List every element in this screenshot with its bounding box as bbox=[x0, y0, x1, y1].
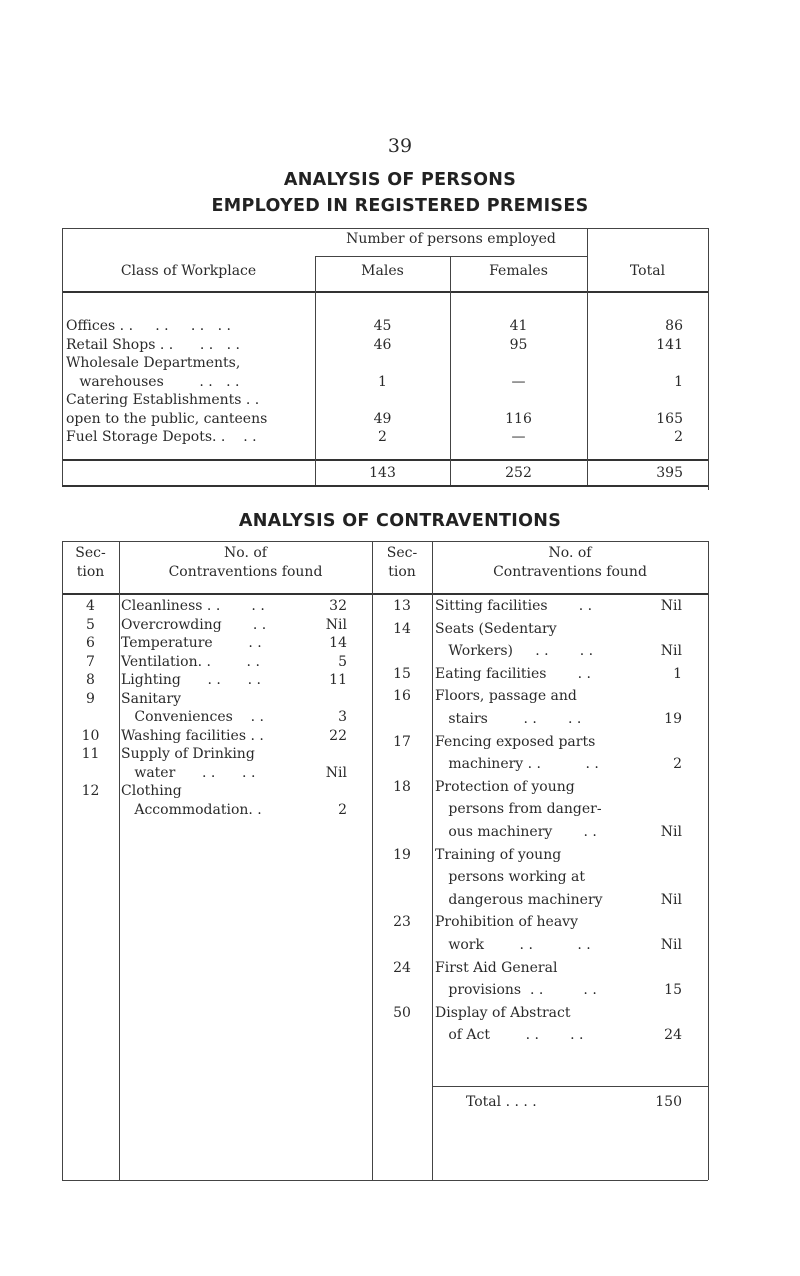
contravention-label: Seats (Sedentary bbox=[435, 620, 557, 637]
table2-divider-3 bbox=[432, 541, 433, 1180]
section-number: 13 bbox=[393, 598, 411, 614]
section-number: 8 bbox=[86, 672, 95, 688]
table1-divider-females bbox=[450, 256, 451, 485]
contravention-label: Temperature . . bbox=[121, 635, 262, 651]
persons-heading-line-1: ANALYSIS OF PERSONS bbox=[283, 170, 517, 190]
contravention-label: Cleanliness . . . . bbox=[121, 598, 265, 614]
contravention-count: Nil bbox=[660, 824, 682, 840]
contravention-count: Nil bbox=[660, 937, 682, 953]
contravention-label: Supply of Drinking bbox=[121, 746, 255, 762]
contravention-label: stairs . . . . bbox=[435, 711, 582, 727]
table1-top-rule bbox=[62, 228, 708, 229]
workplace-class-label: Fuel Storage Depots. . . . bbox=[66, 429, 257, 445]
females-value: 41 bbox=[509, 318, 528, 334]
contravention-label: Ventilation. . . . bbox=[121, 653, 260, 670]
section-number: 12 bbox=[81, 783, 100, 799]
table1-total-top-rule bbox=[62, 459, 708, 461]
table1-right-border bbox=[708, 228, 709, 490]
males-value: 1 bbox=[378, 374, 387, 390]
females-value: — bbox=[511, 374, 526, 390]
contravention-count: 1 bbox=[673, 665, 682, 682]
section-number: 11 bbox=[81, 746, 100, 762]
header-total: Total bbox=[629, 263, 666, 279]
workplace-class-label: open to the public, canteens bbox=[66, 411, 268, 427]
section-number: 4 bbox=[86, 598, 95, 614]
total-overall: 395 bbox=[656, 465, 683, 481]
table1-subheader-rule bbox=[315, 256, 587, 257]
females-value: 95 bbox=[509, 337, 528, 353]
table2-top-rule bbox=[62, 541, 708, 542]
workplace-class-label: Wholesale Departments, bbox=[66, 355, 241, 371]
contravention-label: Overcrowding . . bbox=[121, 616, 267, 633]
section-number: 7 bbox=[86, 653, 95, 670]
total-value: 86 bbox=[665, 318, 683, 334]
contravention-label: Eating facilities . . bbox=[435, 665, 591, 682]
contravention-count: 24 bbox=[664, 1027, 682, 1044]
contravention-label: Protection of young bbox=[435, 778, 575, 795]
contravention-count: 15 bbox=[664, 982, 682, 999]
workplace-class-label: Retail Shops . . . . . . bbox=[66, 337, 240, 353]
contravention-label: Fencing exposed parts bbox=[435, 733, 596, 750]
table2-right-border bbox=[708, 541, 709, 1180]
table1-bottom-rule bbox=[62, 485, 708, 487]
header-no-left-2: Contraventions found bbox=[168, 564, 323, 580]
workplace-class-label: warehouses . . . . bbox=[66, 374, 240, 390]
total-value: 165 bbox=[656, 411, 683, 427]
contravention-label: Sanitary bbox=[121, 690, 182, 707]
section-number: 16 bbox=[393, 688, 411, 705]
header-class-of-workplace: Class of Workplace bbox=[120, 263, 257, 279]
header-sec-right-1: Sec- bbox=[386, 545, 418, 561]
contravention-label: Washing facilities . . bbox=[121, 727, 264, 744]
contravention-count: 2 bbox=[673, 756, 682, 773]
contravention-label: machinery . . . . bbox=[435, 756, 599, 773]
section-number: 50 bbox=[393, 1004, 411, 1021]
contravention-label: water . . . . bbox=[121, 764, 256, 781]
contravention-count: 32 bbox=[329, 598, 347, 614]
section-number: 17 bbox=[393, 733, 411, 750]
table2-header-rule bbox=[62, 593, 708, 595]
contravention-count: 2 bbox=[338, 801, 347, 818]
contravention-label: work . . . . bbox=[435, 937, 591, 953]
contravention-count: 14 bbox=[329, 635, 347, 651]
contravention-label: persons working at bbox=[435, 869, 586, 886]
contravention-label: Display of Abstract bbox=[435, 1004, 571, 1021]
contravention-label: Prohibition of heavy bbox=[435, 914, 579, 931]
section-number: 6 bbox=[86, 635, 95, 651]
males-value: 46 bbox=[373, 337, 392, 353]
header-sec-left-1: Sec- bbox=[75, 545, 106, 561]
total-value: 2 bbox=[674, 429, 683, 445]
section-number: 14 bbox=[393, 620, 411, 637]
total-males: 143 bbox=[369, 465, 396, 481]
workplace-class-label: Catering Establishments . . bbox=[66, 392, 260, 408]
section-number: 19 bbox=[393, 846, 411, 863]
contravention-label: provisions . . . . bbox=[435, 982, 597, 999]
header-males: Males bbox=[361, 263, 404, 279]
section-number: 24 bbox=[393, 959, 411, 976]
header-sec-right-2: tion bbox=[388, 564, 416, 580]
section-number: 23 bbox=[393, 914, 411, 931]
header-no-left-1: No. of bbox=[224, 545, 267, 561]
contravention-label: of Act . . . . bbox=[435, 1027, 584, 1044]
workplace-class-label: Offices . . . . . . . . bbox=[66, 318, 231, 334]
table2-divider-1 bbox=[119, 541, 120, 1180]
table1-header-rule bbox=[62, 291, 708, 293]
header-no-right-1: No. of bbox=[548, 545, 592, 561]
contravention-label: Floors, passage and bbox=[435, 688, 577, 705]
section-number: 18 bbox=[393, 778, 411, 795]
contravention-count: 3 bbox=[338, 709, 347, 725]
contravention-label: Clothing bbox=[121, 783, 182, 799]
total-females: 252 bbox=[505, 465, 532, 481]
total-value: 141 bbox=[656, 337, 683, 353]
contravention-count: Nil bbox=[660, 598, 682, 614]
page-number: 39 bbox=[387, 135, 413, 157]
contravention-label: dangerous machinery bbox=[435, 891, 603, 908]
males-value: 45 bbox=[373, 318, 392, 334]
header-number-employed: Number of persons employed bbox=[346, 231, 556, 247]
contravention-count: 19 bbox=[664, 711, 682, 727]
table2-bottom-rule bbox=[62, 1180, 708, 1181]
table1-divider-males bbox=[315, 256, 316, 485]
persons-heading-line-2: EMPLOYED IN REGISTERED PREMISES bbox=[211, 196, 589, 216]
contraventions-total-label: Total . . . . bbox=[466, 1094, 537, 1110]
total-value: 1 bbox=[674, 374, 683, 390]
contraventions-total-value: 150 bbox=[655, 1094, 682, 1110]
contraventions-heading: ANALYSIS OF CONTRAVENTIONS bbox=[238, 511, 562, 531]
contravention-count: 5 bbox=[338, 653, 347, 670]
header-sec-left-2: tion bbox=[76, 564, 105, 580]
females-value: 116 bbox=[505, 411, 532, 427]
contravention-label: Training of young bbox=[435, 846, 562, 863]
contravention-label: Accommodation. . bbox=[121, 801, 262, 818]
contravention-count: 11 bbox=[329, 672, 347, 688]
contravention-label: Workers) . . . . bbox=[435, 643, 594, 660]
contravention-count: Nil bbox=[660, 891, 682, 908]
contravention-label: Lighting . . . . bbox=[121, 672, 261, 688]
contravention-label: persons from danger- bbox=[435, 801, 602, 818]
contravention-label: Sitting facilities . . bbox=[435, 598, 593, 614]
contravention-count: Nil bbox=[325, 764, 347, 781]
header-females: Females bbox=[489, 263, 548, 279]
contravention-label: First Aid General bbox=[435, 959, 558, 976]
section-number: 15 bbox=[393, 665, 411, 682]
table2-total-rule bbox=[432, 1086, 708, 1087]
contravention-label: Conveniences . . bbox=[121, 709, 264, 725]
section-number: 10 bbox=[81, 727, 100, 744]
males-value: 49 bbox=[373, 411, 392, 427]
contravention-count: 22 bbox=[329, 727, 347, 744]
females-value: — bbox=[511, 429, 526, 445]
contravention-count: Nil bbox=[325, 616, 347, 633]
males-value: 2 bbox=[378, 429, 387, 445]
section-number: 9 bbox=[86, 690, 95, 707]
contravention-label: ous machinery . . bbox=[435, 824, 597, 840]
contravention-count: Nil bbox=[660, 643, 682, 660]
header-no-right-2: Contraventions found bbox=[493, 564, 647, 580]
section-number: 5 bbox=[86, 616, 95, 633]
